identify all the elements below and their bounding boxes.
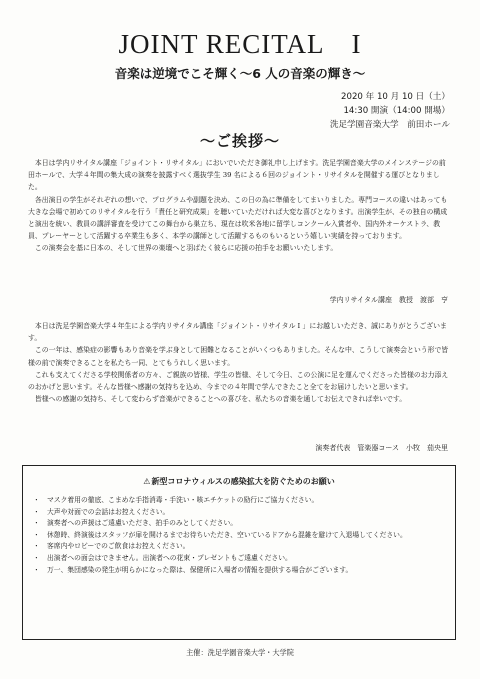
bullet-icon: ・ [33,553,40,562]
notice-list [23,495,455,576]
bullet-icon: ・ [33,519,40,528]
greeting-paragraph: この演奏会を基に日本の、そして世界の楽壇へと羽ばたく彼らに応援の拍手をお願いいたします。 [34,244,338,253]
message-paragraph: この一年は、感染症の影響もあり音楽を学ぶ身として困難となることがいくつもありました。そんな中、こうして演奏会という形で皆様の前で演奏できることを私たち一同、とてもうれしく思います。 [28,346,449,367]
greeting-paragraph: 各出演日の学生がそれぞれの想いで、プログラムや副題を決め、この日の為に準備をしてまいりました。専門コースの違いはあっても大きな会場で初めてのリサイタルを行う「責任と研究成果」を聴いていただければ大変な喜びとなります。出演学生が、その独自の構成と演出を統い、教員の講評審査を受けてこの舞台から巣立ち、現在は吹米各地に留学しコンクール入賞者や、国内外オーケストラ、教員、プレーヤーとして活躍する卒業生も多く、本学の講師として活躍するものもいるという嬉しい実績を持っております。 [28,195,448,241]
list-item: ・ 大声や対面での会話はお控えください。 [33,507,441,519]
list-item: ・ 出演者への面会はできません。出演者への花束・プレゼントもご遠慮ください。 [33,553,441,565]
event-date: 2020 年 10 月 10 日（土） [341,92,450,102]
greeting-paragraph: 本日は学内リサイタル講座「ジョイント・リサイタル」においでいただき御礼申し上げます。洗足学園音楽大学のメインステージの前田ホールで、大学４年間の集大成の演奏を披露すべく選抜学生 39 名による６回のジョイント・リサイタルを開催する運びとなりました。 [28,159,446,192]
bullet-icon: ・ [33,496,40,504]
recital-subtitle: 音楽は逆境でこそ輝く～6 人の音楽の輝き～ [114,66,366,81]
recital-title: JOINT RECITAL I [118,29,362,59]
event-time: 14:30 開演（14:00 開場） [343,106,450,116]
greeting-signature: 学内リサイタル講座 教授 渡部 亨 [329,296,448,304]
list-item: ・ 演奏者への声援はご遠慮いただき、拍手のみとしてください。 [33,518,441,530]
message-paragraph: これも支えてくださる学校関係者の方々、ご親族の皆様、学生の皆様、そして今日、この公演に足を運んでくださった皆様のお力添えのおかげと思います。そんな皆様へ感謝の気持ちを込め、今までの４年間で学んできたこと全てをお届けしたいと思います。 [28,370,449,392]
greeting-heading: ～ご挨拶～ [199,132,280,150]
event-info [330,90,450,132]
greeting-body [28,157,452,255]
bullet-icon: ・ [33,507,40,516]
list-item: ・ 客席内やロビーでのご飲食はお控えください。 [33,541,441,553]
organizer-footer: 主催：洗足学園音楽大学・大学院 [186,648,294,657]
message-signature: 演奏者代表 管楽器コース 小牧 茄央里 [315,444,448,452]
warning-icon: ⚠ [143,477,151,486]
message-paragraph: 皆様への感謝の気持ち、そして変わらず音楽ができることへの喜びを、私たちの音楽を通してお伝えできれば幸いです。 [34,395,407,404]
bullet-icon: ・ [33,565,40,574]
list-item: ・ 万一、集団感染の発生が明らかになった際は、保健所に入場者の情報を提供する場合がございます。 [33,565,441,577]
bullet-icon: ・ [33,530,40,539]
event-venue: 洗足学園音楽大学 前田ホール [329,120,450,130]
covid-notice-box [22,465,456,640]
notice-title-text: 新型コロナウィルスの感染拡大を防ぐためのお願い [151,477,335,486]
list-item: ・ 休憩時、終演後はスタッフが扉を開けるまでお待ちいただき、空いているドアから混雑を避けて入退場してください。 [33,530,441,542]
bullet-icon: ・ [33,542,40,551]
message-body [28,320,452,405]
message-paragraph: 本日は洗足学園音楽大学４年生による学内リサイタル講座「ジョイント・リサイタル I 」にお越しいただき、誠にありがとうございます。 [28,322,447,343]
notice-title [23,476,455,487]
list-item: ・ マスク着用の徹底、こまめな手指消毒・手洗い・咳エチケットの励行にご協力ください。 [33,495,441,507]
